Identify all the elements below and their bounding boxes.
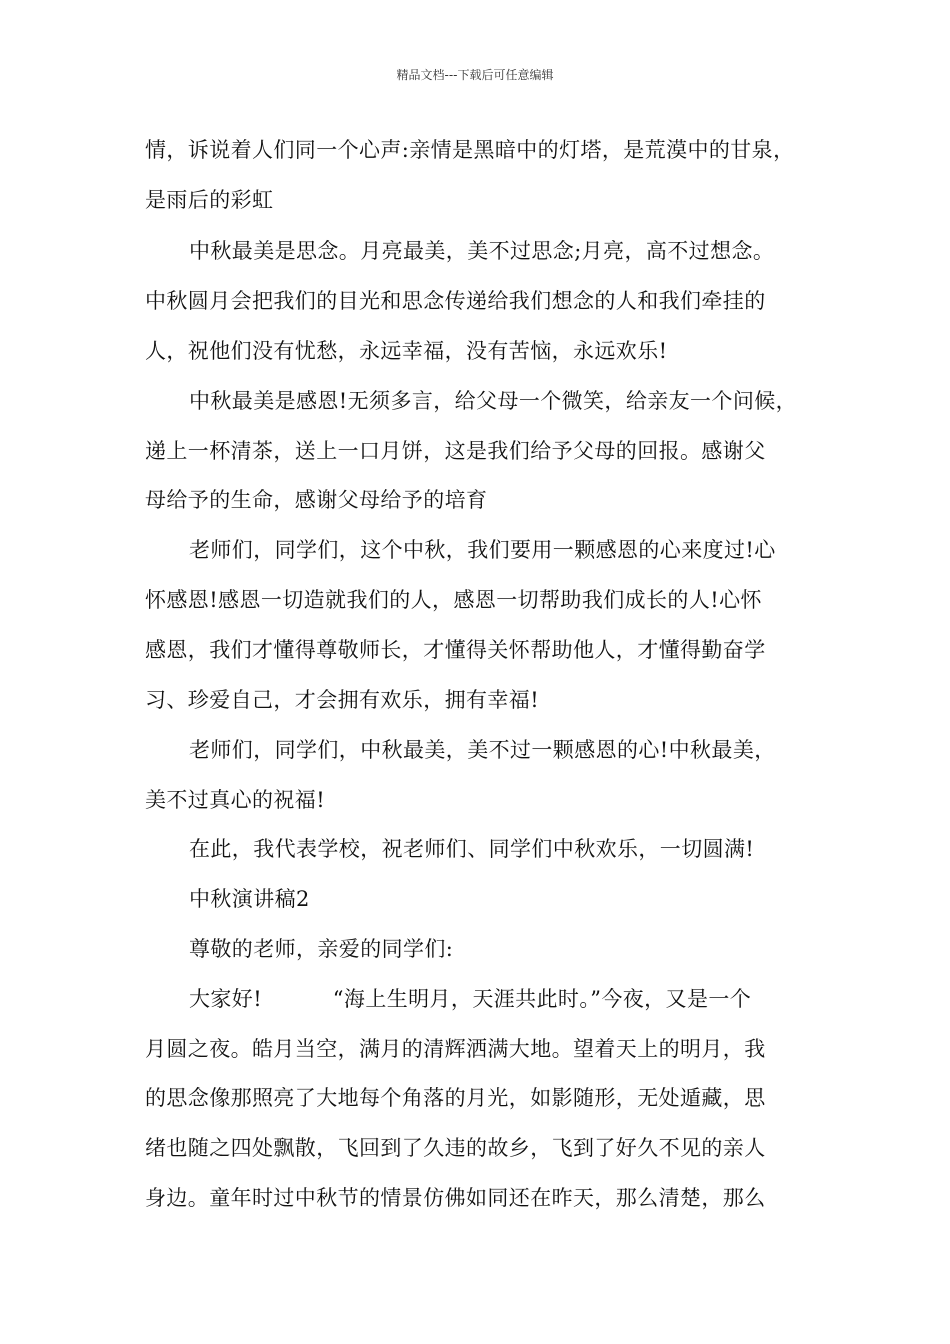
text-line: 中秋圆月会把我们的目光和思念传递给我们想念的人和我们牵挂的 [145,289,766,313]
text-line: 习、珍爱自己，才会拥有欢乐，拥有幸福! [145,688,540,712]
text-line: 人，祝他们没有忧愁，永远幸福，没有苦恼，永远欢乐! [145,339,668,363]
page-header: 精品文档---下载后可任意编辑 [396,68,554,82]
text-line: 递上一杯清茶，送上一口月饼，这是我们给予父母的回报。感谢父 [145,439,766,463]
text-line: 感恩，我们才懂得尊敬师长，才懂得关怀帮助他人，才懂得勤奋学 [145,638,766,662]
text-line: 绪也随之四处飘散，飞回到了久违的故乡，飞到了好久不见的亲人 [145,1136,766,1160]
text-line: 在此，我代表学校，祝老师们、同学们中秋欢乐，一切圆满! [189,837,755,861]
text-line: 怀感恩!感恩一切造就我们的人，感恩一切帮助我们成长的人!心怀 [145,588,762,612]
text-line: 尊敬的老师，亲爱的同学们: [189,937,454,961]
text-line: 中秋最美是思念。月亮最美，美不过思念;月亮，高不过想念。 [189,239,775,263]
text-line: 中秋最美是感恩!无须多言，给父母一个微笑，给亲友一个问候， [189,389,798,413]
text-line: 月圆之夜。皓月当空，满月的清辉洒满大地。望着天上的明月，我 [145,1037,766,1061]
text-line: 老师们，同学们，这个中秋，我们要用一颗感恩的心来度过!心 [189,538,776,562]
text-line: 老师们，同学们，中秋最美，美不过一颗感恩的心!中秋最美， [189,738,776,762]
text-line: 美不过真心的祝福! [145,788,326,812]
text-line: 的思念像那照亮了大地每个角落的月光，如影随形，无处遁藏，思 [145,1086,766,1110]
text-line: 身边。童年时过中秋节的情景仿佛如同还在昨天，那么清楚，那么 [145,1186,766,1210]
text-line: 大家好! “海上生明月，天涯共此时。”今夜，又是一个 [189,987,752,1011]
text-line: 情，诉说着人们同一个心声:亲情是黑暗中的灯塔，是荒漠中的甘泉， [145,138,795,162]
text-line: 母给予的生命，感谢父母给予的培育 [145,488,488,512]
text-line: 是雨后的彩虹 [145,188,274,212]
section-heading: 中秋演讲稿2 [189,887,310,911]
